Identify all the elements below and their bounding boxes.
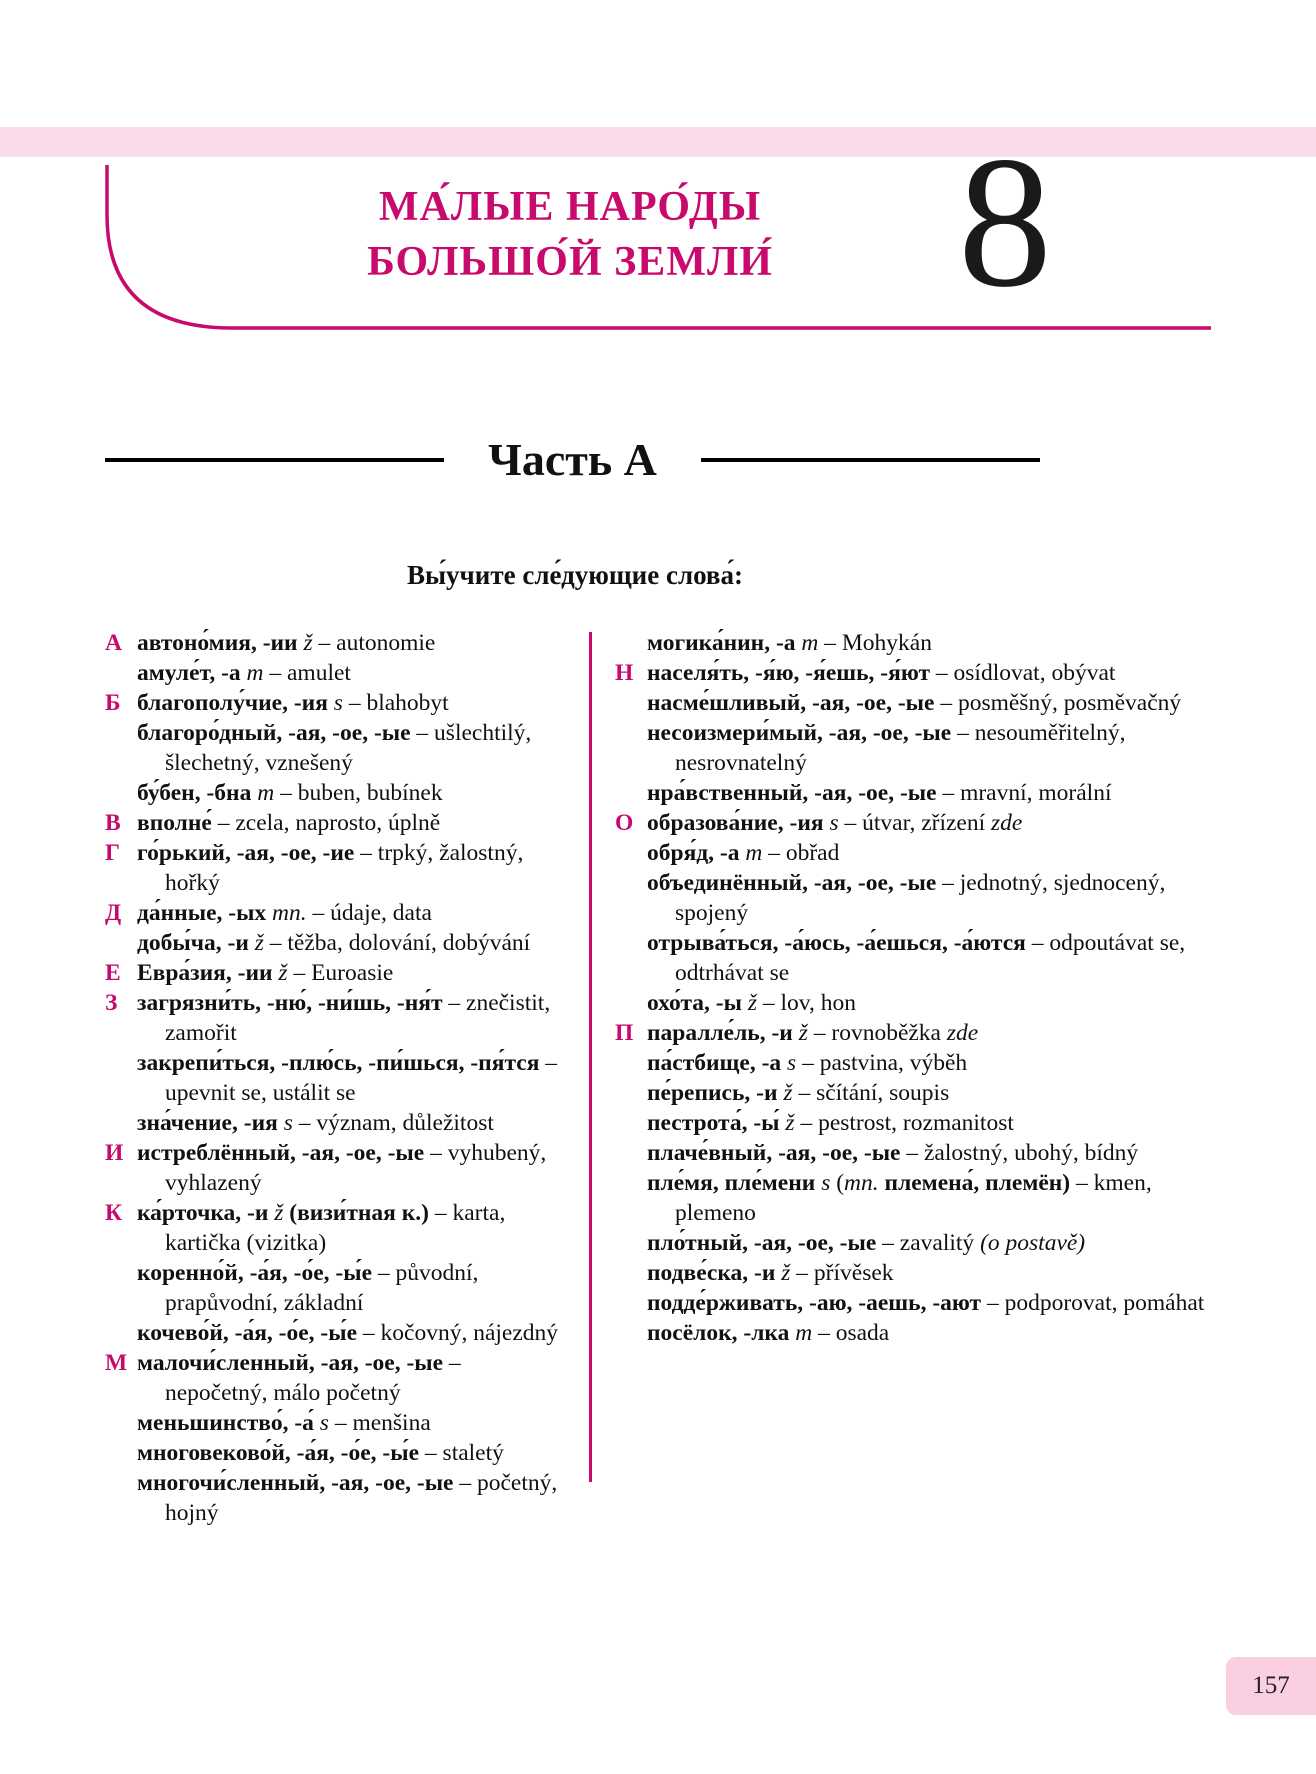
letter-marker: Н [615,660,634,686]
letter-marker [615,1168,647,1228]
vocab-entry-text: пе́репись, -и ž – sčítání, soupis [647,1080,950,1106]
vocab-entry-text: го́рький, -ая, -ое, -ие – trpký, žalostný, hořký [137,840,524,896]
vocab-entry-text: амуле́т, -а m – amulet [137,660,351,686]
vocab-entry-text: пестрота́, -ы́ ž – pestrost, rozmanitost [647,1110,1014,1136]
vocab-entry-text: малочи́сленный, -ая, -ое, -ые – nepočetný, málo početný [137,1350,461,1406]
vocab-entry-text: коренно́й, -а́я, -о́е, -ы́е – původní, prapůvodní, základní [137,1260,479,1316]
vocab-entry [615,808,1211,838]
letter-marker [615,838,647,868]
letter-marker [105,1258,137,1318]
letter-marker [105,1048,137,1108]
letter-marker [615,1078,647,1108]
vocab-entry-text: пло́тный, -ая, -ое, -ые – zavalitý (o postavě) [647,1230,1086,1256]
vocab-entry [615,628,1211,658]
vocab-entry-text: благоро́дный, -ая, -ое, -ые – ušlechtilý, šlechetný, vznešený [137,720,532,776]
vocab-entry-text: добы́ча, -и ž – těžba, dolování, dobývání [137,930,531,956]
letter-marker [615,1138,647,1168]
letter-marker [615,868,647,928]
heading-rule-left [105,458,444,462]
vocab-entry-text: насме́шливый, -ая, -ое, -ые – posměšný, posměvačný [647,690,1182,716]
page-number-badge [1226,1657,1316,1715]
chapter-title-line2: БОЛЬШО́Й ЗЕМЛИ́ [367,239,773,285]
letter-marker: В [105,810,121,836]
letter-marker [105,1438,137,1468]
letter-marker: М [105,1350,128,1376]
letter-marker [615,1258,647,1288]
vocab-entry [615,688,1211,718]
letter-marker: Д [105,900,122,926]
decorative-pink-band [0,127,1316,157]
letter-marker [105,1468,137,1528]
vocab-entry [615,1138,1211,1168]
vocab-entry-text: истреблённый, -ая, -ое, -ые – vyhubený, vyhlazený [137,1140,547,1196]
letter-marker: К [105,1200,123,1226]
letter-marker [105,928,137,958]
letter-marker [615,1108,647,1138]
vocab-entry [105,658,563,688]
letter-marker [615,1288,647,1318]
vocab-entry-text: нра́вственный, -ая, -ое, -ые – mravní, morální [647,780,1112,806]
vocab-entry [615,718,1211,778]
vocab-entry [105,1258,563,1318]
vocab-entry [105,628,563,658]
letter-marker [615,988,647,1018]
vocab-column-left [105,628,563,1528]
vocab-entry [105,1348,563,1408]
vocab-entry-text: плаче́вный, -ая, -ое, -ые – žalostný, ubohý, bídný [647,1140,1139,1166]
vocab-entry [105,1468,563,1528]
vocab-entry [615,1228,1211,1258]
letter-marker: Е [105,960,121,986]
letter-marker: А [105,630,122,656]
vocab-entry [105,1318,563,1348]
vocab-entry-text: закрепи́ться, -плю́сь, -пи́шься, -пя́тся – upevnit se, ustálit se [137,1050,558,1106]
letter-marker: Б [105,690,121,716]
vocab-entry [105,898,563,928]
vocab-entry-text: объединённый, -ая, -ое, -ые – jednotný, sjednocený, spojený [647,870,1166,926]
vocab-entry [615,838,1211,868]
vocab-entry-text: охо́та, -ы ž – lov, hon [647,990,857,1016]
vocab-entry-text: населя́ть, -я́ю, -я́ешь, -я́ют – osídlovat, obývat [647,660,1116,686]
vocab-entry-text: загрязни́ть, -ню́, -ни́шь, -ня́т – znečistit, zamořit [137,990,551,1046]
vocab-entry [615,868,1211,928]
vocab-entry-text: меньшинство́, -а́ s – menšina [137,1410,431,1436]
vocab-entry-text: образова́ние, -ия s – útvar, zřízení zde [647,810,1023,836]
vocab-entry-text: отрыва́ться, -а́юсь, -а́ешься, -а́ются – odpoutávat se, odtrhávat se [647,930,1186,986]
letter-marker: О [615,810,634,836]
vocab-entry [105,808,563,838]
vocab-entry [105,1438,563,1468]
vocab-entry [105,1198,563,1258]
vocab-entry-text: благополу́чие, -ия s – blahobyt [137,690,449,716]
vocab-entry [615,988,1211,1018]
vocab-entry [615,928,1211,988]
chapter-title [265,180,875,290]
vocab-entry [615,778,1211,808]
vocab-entry-text: да́нные, -ых mn. – údaje, data [137,900,432,926]
letter-marker [615,628,647,658]
vocab-entry-text: бу́бен, -бна m – buben, bubínek [137,780,443,806]
page-number: 157 [1252,1672,1290,1699]
chapter-number: 8 [958,117,1052,326]
vocab-entry-text: посёлок, -лка m – osada [647,1320,890,1346]
vocab-entry-text: обря́д, -а m – obřad [647,840,840,866]
vocab-entry [105,778,563,808]
letter-marker: З [105,990,118,1016]
section-title: Часть А [488,434,657,485]
vocab-entry-text: вполне́ – zcela, naprosto, úplně [137,810,441,836]
vocab-entry [615,1258,1211,1288]
vocab-entry [105,1138,563,1198]
letter-marker [615,778,647,808]
vocab-entry [615,658,1211,688]
vocab-entry [105,928,563,958]
chapter-title-line1: МА́ЛЫЕ НАРО́ДЫ [378,184,762,230]
vocab-entry-text: подде́рживать, -аю, -аешь, -ают – podporovat, pomáhat [647,1290,1205,1316]
vocab-entry-text: могика́нин, -а m – Mohykán [647,630,932,656]
vocab-entry [105,718,563,778]
vocab-entry [105,988,563,1048]
vocab-entry-text: пле́мя, пле́мени s (mn. племена́, племён) – kmen, plemeno [647,1170,1152,1226]
vocab-entry-text: ка́рточка, -и ž (визи́тная к.) – karta, kartička (vizitka) [137,1200,506,1256]
letter-marker [105,778,137,808]
vocab-entry-text: многочи́сленный, -ая, -ое, -ые – početný, hojný [137,1470,558,1526]
vocab-entry [105,688,563,718]
letter-marker: П [615,1020,634,1046]
vocab-entry-text: Евра́зия, -ии ž – Euroasie [137,960,394,986]
letter-marker [105,658,137,688]
vocab-entry [105,838,563,898]
letter-marker [615,928,647,988]
letter-marker [105,718,137,778]
vocab-entry [615,1048,1211,1078]
vocab-list [105,628,1211,1528]
vocab-entry-text: паралле́ль, -и ž – rovnoběžka zde [647,1020,979,1046]
letter-marker [615,718,647,778]
letter-marker [615,688,647,718]
vocab-entry [615,1288,1211,1318]
vocab-entry-text: зна́чение, -ия s – význam, důležitost [137,1110,494,1136]
letter-marker [615,1228,647,1258]
vocab-entry [105,958,563,988]
letter-marker [615,1048,647,1078]
letter-marker [105,1108,137,1138]
vocab-entry [105,1048,563,1108]
vocab-entry [105,1108,563,1138]
vocab-entry-text: несоизмери́мый, -ая, -ое, -ые – nesouměřitelný, nesrovnatelný [647,720,1126,776]
vocab-entry-text: многовеково́й, -а́я, -о́е, -ы́е – staletý [137,1440,504,1466]
vocab-entry-text: па́стбище, -а s – pastvina, výběh [647,1050,968,1076]
vocab-entry [105,1408,563,1438]
vocab-entry [615,1318,1211,1348]
letter-marker [105,1408,137,1438]
vocab-entry-text: кочево́й, -а́я, -о́е, -ы́е – kočovný, nájezdný [137,1320,559,1346]
letter-marker [105,1318,137,1348]
heading-rule-right [701,458,1040,462]
vocab-entry-text: автоно́мия, -ии ž – autonomie [137,630,436,656]
vocab-entry [615,1108,1211,1138]
vocab-entry-text: подве́ска, -и ž – přívěsek [647,1260,894,1286]
letter-marker: Г [105,840,120,866]
letter-marker [615,1318,647,1348]
section-heading-row [105,433,1040,486]
vocab-entry [615,1078,1211,1108]
exercise-instruction: Вы́учите сле́дующие слова́: [406,560,744,590]
vocab-entry [615,1018,1211,1048]
vocab-entry [615,1168,1211,1228]
vocab-column-right [615,628,1211,1528]
letter-marker: И [105,1140,124,1166]
